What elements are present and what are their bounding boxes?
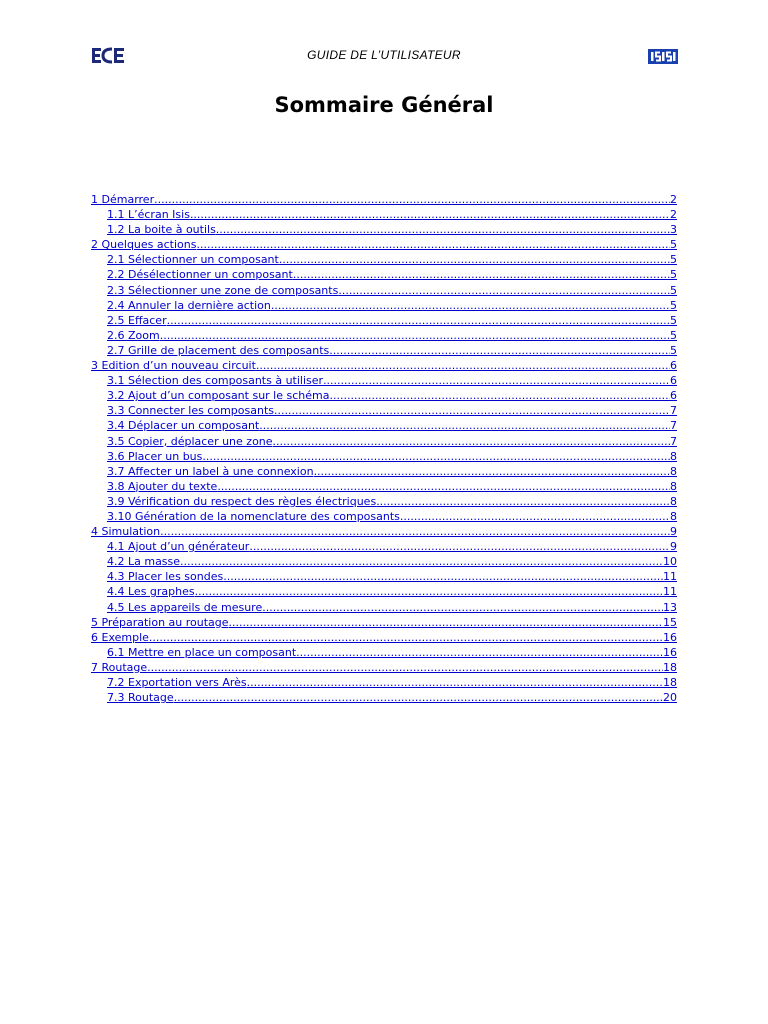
toc-page-number: 18 [663, 660, 677, 674]
toc-entry[interactable] [91, 600, 677, 615]
toc-page-number: 6 [670, 389, 677, 403]
toc-page-number: 8 [670, 464, 677, 478]
toc-dot-leader [202, 449, 670, 464]
toc-entry-title: 2.1 Sélectionner un composant [107, 253, 279, 267]
toc-entry-title: 1 Démarrer [91, 193, 155, 206]
toc-page-number: 6 [670, 374, 677, 388]
toc-dot-leader [400, 509, 670, 524]
toc-page-number: 20 [663, 691, 677, 705]
toc-entry[interactable] [91, 298, 677, 313]
toc-entry[interactable] [91, 388, 677, 403]
toc-entry-title: 3.5 Copier, déplacer une zone [107, 434, 273, 448]
toc-dot-leader [256, 358, 670, 373]
toc-entry[interactable] [91, 252, 677, 267]
toc-entry-title: 3 Edition d’un nouveau circuit [91, 359, 256, 373]
toc-entry-title: 3.9 Vérification du respect des règles électriques [107, 494, 377, 508]
toc-entry-title: 4.3 Placer les sondes [107, 570, 224, 584]
toc-entry-title: 3.8 Ajouter du texte [107, 479, 218, 493]
toc-entry[interactable] [91, 660, 677, 675]
toc-entry-title: 2.2 Désélectionner un composant [107, 268, 293, 282]
toc-page-number: 5 [670, 238, 677, 252]
toc-page-number: 5 [670, 268, 677, 282]
toc-entry[interactable] [91, 207, 677, 222]
toc-entry-title: 2.7 Grille de placement des composants [107, 343, 330, 357]
toc-page-number: 11 [663, 585, 677, 599]
toc-entry-title: 2.6 Zoom [107, 328, 160, 342]
toc-page-number: 8 [670, 449, 677, 463]
toc-page-number: 5 [670, 313, 677, 327]
toc-page-number: 15 [663, 615, 677, 629]
toc-dot-leader [197, 237, 671, 252]
toc-entry[interactable] [91, 645, 677, 660]
toc-dot-leader [154, 192, 670, 207]
toc-dot-leader [167, 313, 670, 328]
toc-page-number: 5 [670, 328, 677, 342]
toc-page-number: 5 [670, 343, 677, 357]
toc-dot-leader [259, 418, 670, 433]
toc-page-number: 5 [670, 253, 677, 267]
toc-entry[interactable] [91, 690, 677, 705]
toc-dot-leader [216, 222, 670, 237]
toc-entry[interactable] [91, 313, 677, 328]
header-title: GUIDE DE L’UTILISATEUR [307, 48, 461, 62]
toc-entry[interactable] [91, 539, 677, 554]
toc-page-number: 2 [670, 193, 677, 206]
toc-entry-title: 4 Simulation [91, 525, 161, 539]
toc-dot-leader [174, 690, 663, 705]
toc-entry[interactable] [91, 494, 677, 509]
toc-entry-title: 3.10 Génération de la nomenclature des composants [107, 509, 400, 523]
toc-page-number: 5 [670, 298, 677, 312]
toc-page-number: 9 [670, 540, 677, 554]
toc-dot-leader [296, 645, 663, 660]
toc-entry-title: 2.5 Effacer [107, 313, 167, 327]
toc-entry-title: 4.2 La masse [107, 555, 181, 569]
toc-entry-title: 2.4 Annuler la dernière action [107, 298, 271, 312]
toc-page-number: 8 [670, 479, 677, 493]
toc-entry[interactable] [91, 267, 677, 282]
toc-entry[interactable] [91, 615, 677, 630]
toc-entry[interactable] [91, 343, 677, 358]
toc-page-number: 16 [663, 645, 677, 659]
toc-dot-leader [190, 207, 670, 222]
toc-page-number: 13 [663, 600, 677, 614]
toc-dot-leader [217, 479, 670, 494]
toc-entry[interactable] [91, 584, 677, 599]
toc-entry[interactable] [91, 283, 677, 298]
toc-entry[interactable] [91, 509, 677, 524]
toc-entry[interactable] [91, 434, 677, 449]
toc-dot-leader [273, 434, 670, 449]
toc-page-number: 10 [663, 555, 677, 569]
toc-page-number: 3 [670, 223, 677, 237]
toc-dot-leader [149, 630, 663, 645]
toc-entry[interactable] [91, 222, 677, 237]
toc-entry[interactable] [91, 569, 677, 584]
toc-entry[interactable] [91, 479, 677, 494]
toc-dot-leader [323, 373, 670, 388]
toc-entry[interactable] [91, 449, 677, 464]
toc-dot-leader [274, 403, 670, 418]
table-of-contents [91, 192, 677, 705]
toc-entry-title: 4.5 Les appareils de mesure [107, 600, 263, 614]
toc-entry[interactable] [91, 464, 677, 479]
toc-entry-title: 2.3 Sélectionner une zone de composants [107, 283, 339, 297]
toc-dot-leader [247, 675, 663, 690]
toc-entry-title: 4.1 Ajout d’un générateur [107, 540, 250, 554]
toc-entry-title: 1.2 La boite à outils [107, 223, 216, 237]
toc-page-number: 7 [670, 434, 677, 448]
toc-page-number: 7 [670, 419, 677, 433]
toc-entry[interactable] [91, 237, 677, 252]
toc-entry-title: 3.3 Connecter les composants [107, 404, 275, 418]
toc-dot-leader [262, 600, 663, 615]
page-title: Sommaire Général [274, 93, 494, 117]
toc-entry-title: 3.6 Placer un bus [107, 449, 203, 463]
toc-page-number: 5 [670, 283, 677, 297]
toc-dot-leader [180, 554, 663, 569]
toc-dot-leader [293, 267, 670, 282]
toc-page-number: 9 [670, 525, 677, 539]
toc-dot-leader [195, 584, 663, 599]
toc-dot-leader [223, 569, 663, 584]
toc-entry-title: 2 Quelques actions [91, 238, 197, 252]
toc-entry[interactable] [91, 192, 677, 207]
toc-dot-leader [271, 298, 670, 313]
toc-entry[interactable] [91, 403, 677, 418]
toc-dot-leader [338, 283, 670, 298]
toc-dot-leader [147, 660, 663, 675]
toc-entry[interactable] [91, 373, 677, 388]
toc-page-number: 7 [670, 404, 677, 418]
toc-entry-title: 7.3 Routage [107, 691, 174, 705]
toc-dot-leader [329, 343, 670, 358]
toc-entry-title: 6 Exemple [91, 630, 149, 644]
toc-page-number: 2 [670, 208, 677, 222]
toc-entry[interactable] [91, 630, 677, 645]
toc-entry[interactable] [91, 554, 677, 569]
toc-entry[interactable] [91, 358, 677, 373]
toc-page-number: 8 [670, 494, 677, 508]
toc-page-number: 18 [663, 676, 677, 689]
toc-dot-leader [160, 328, 670, 343]
toc-entry[interactable] [91, 675, 677, 690]
toc-dot-leader [229, 615, 663, 630]
toc-page-number: 11 [663, 570, 677, 584]
toc-entry-title: 3.7 Affecter un label à une connexion [107, 464, 314, 478]
toc-dot-leader [329, 388, 670, 403]
toc-entry[interactable] [91, 328, 677, 343]
toc-entry-title: 7 Routage [91, 660, 148, 674]
toc-dot-leader [249, 539, 670, 554]
toc-entry[interactable] [91, 418, 677, 433]
toc-dot-leader [279, 252, 670, 267]
toc-entry-title: 1.1 L’écran Isis [107, 208, 190, 222]
toc-dot-leader [376, 494, 670, 509]
toc-entry-title: 5 Préparation au routage [91, 615, 229, 629]
isis-logo [648, 49, 678, 64]
toc-dot-leader [314, 464, 670, 479]
toc-page-number: 8 [670, 509, 677, 523]
toc-entry-title: 4.4 Les graphes [107, 585, 195, 599]
toc-entry[interactable] [91, 524, 677, 539]
toc-entry-title: 3.4 Déplacer un composant [107, 419, 260, 433]
toc-entry-title: 3.1 Sélection des composants à utiliser [107, 374, 324, 388]
toc-dot-leader [160, 524, 670, 539]
toc-entry-title: 3.2 Ajout d’un composant sur le schéma [107, 389, 330, 403]
toc-page-number: 16 [663, 630, 677, 644]
toc-entry-title: 7.2 Exportation vers Arès [107, 676, 247, 689]
toc-entry-title: 6.1 Mettre en place un composant [107, 645, 297, 659]
toc-page-number: 6 [670, 359, 677, 373]
